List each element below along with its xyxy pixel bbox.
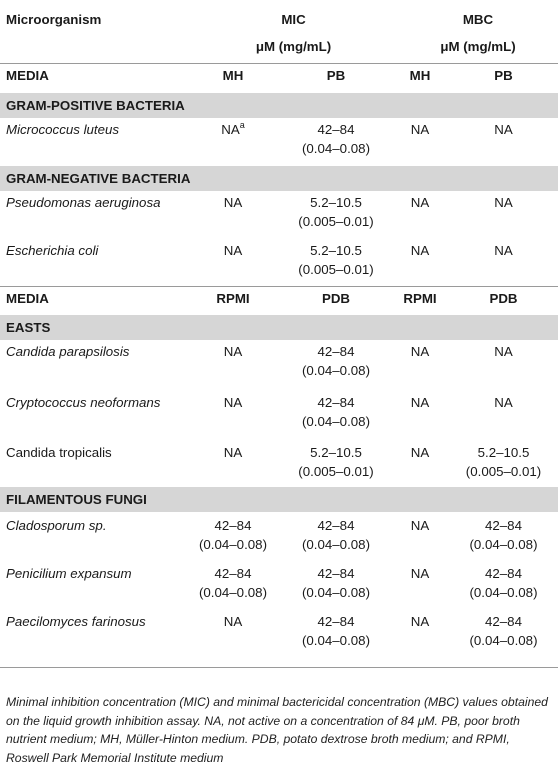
mbc-mh-value: NA bbox=[410, 122, 430, 137]
header-mic-units: μM (mg/mL) bbox=[255, 39, 332, 54]
group-band-gram-negative bbox=[0, 166, 558, 191]
header-mbc: MBC bbox=[462, 12, 494, 27]
organism-name: Micrococcus luteus bbox=[6, 122, 120, 137]
value-text: 42–84 bbox=[214, 518, 252, 533]
value-subtext: (0.04–0.08) bbox=[469, 585, 538, 600]
media-mbc-2: PB bbox=[494, 68, 513, 83]
organism-name: Paecilomyces farinosus bbox=[6, 614, 146, 629]
value-text: 42–84 bbox=[317, 344, 355, 359]
mic-mh-value: NA bbox=[223, 243, 243, 258]
divider bbox=[0, 667, 558, 668]
mic-pb-value bbox=[280, 193, 392, 231]
footnote-marker: a bbox=[239, 120, 245, 130]
mic-pb-value bbox=[280, 564, 392, 602]
value-text: 42–84 bbox=[317, 395, 355, 410]
value-text: 42–84 bbox=[485, 614, 522, 629]
mbc-mh-value: NA bbox=[410, 395, 430, 410]
mic-pb-value bbox=[280, 120, 392, 158]
mic-pb-value bbox=[280, 342, 392, 380]
value-text: 5.2–10.5 bbox=[310, 445, 362, 460]
header-mic: MIC bbox=[281, 12, 306, 27]
mic-mh-value: NA bbox=[223, 344, 243, 359]
organism-name: Cladosporum sp. bbox=[6, 518, 107, 533]
media-mic-1: RPMI bbox=[216, 291, 250, 306]
value-text: 42–84 bbox=[317, 122, 355, 137]
divider bbox=[0, 63, 558, 64]
media-mbc-1: RPMI bbox=[403, 291, 437, 306]
mbc-pb-value bbox=[448, 564, 558, 602]
value-text: 42–84 bbox=[485, 566, 522, 581]
mic-pb-value bbox=[280, 516, 392, 554]
organism-name: Escherichia coli bbox=[6, 243, 99, 258]
header-microorganism: Microorganism bbox=[6, 12, 102, 27]
group-band-filamentous-fungi bbox=[0, 487, 558, 512]
value-text: 42–84 bbox=[317, 614, 355, 629]
table-footnote: Minimal inhibition concentration (MIC) and minimal bactericidal concentration (MBC) values obtained on the liquid growth inhibition assay. NA, not active on a concentration of 84 μM. PB, poor broth nutrient medium; MH, Müller-Hinton medium. PDB, potato dextrose broth medium; and RPMI, Roswell Park Memorial Institute medium bbox=[6, 695, 548, 765]
value-subtext: (0.04–0.08) bbox=[301, 414, 370, 429]
group-label: EASTS bbox=[6, 320, 51, 335]
group-label: GRAM-NEGATIVE BACTERIA bbox=[6, 171, 191, 186]
organism-name: Pseudomonas aeruginosa bbox=[6, 195, 161, 210]
mic-mh-value bbox=[195, 516, 271, 554]
mbc-pb-value: NA bbox=[494, 243, 513, 258]
mbc-mh-value: NA bbox=[410, 344, 430, 359]
group-band-yeasts bbox=[0, 315, 558, 340]
value-subtext: (0.005–0.01) bbox=[298, 262, 374, 277]
group-band-gram-positive bbox=[0, 93, 558, 118]
divider bbox=[0, 286, 558, 287]
organism-name: Candida parapsilosis bbox=[6, 344, 130, 359]
mic-pb-value bbox=[280, 443, 392, 481]
mic-pb-value bbox=[280, 393, 392, 431]
mic-mh-value: NA bbox=[223, 445, 243, 460]
value-subtext: (0.04–0.08) bbox=[469, 537, 538, 552]
organism-name: Candida tropicalis bbox=[6, 445, 112, 460]
mbc-pb-value: NA bbox=[494, 122, 513, 137]
group-label: GRAM-POSITIVE BACTERIA bbox=[6, 98, 185, 113]
mic-mh-value bbox=[195, 120, 271, 139]
mbc-pb-value: NA bbox=[494, 395, 513, 410]
value-text: 42–84 bbox=[214, 566, 252, 581]
mbc-mh-value: NA bbox=[410, 518, 430, 533]
value-subtext: (0.04–0.08) bbox=[198, 585, 267, 600]
media-mbc-2: PDB bbox=[489, 291, 518, 306]
value-subtext: (0.005–0.01) bbox=[298, 464, 374, 479]
mic-pb-value bbox=[280, 612, 392, 650]
mbc-mh-value: NA bbox=[410, 566, 430, 581]
value-subtext: (0.04–0.08) bbox=[469, 633, 538, 648]
mic-pb-value bbox=[280, 241, 392, 279]
value-subtext: (0.04–0.08) bbox=[301, 537, 370, 552]
mic-mh-value bbox=[195, 564, 271, 602]
value-text: 42–84 bbox=[485, 518, 522, 533]
mbc-pb-value bbox=[448, 516, 558, 554]
mbc-pb-value bbox=[448, 443, 558, 481]
value-subtext: (0.04–0.08) bbox=[301, 141, 370, 156]
media-label: MEDIA bbox=[6, 291, 49, 306]
value-subtext: (0.04–0.08) bbox=[198, 537, 267, 552]
media-mbc-1: MH bbox=[409, 68, 431, 83]
value-text: 5.2–10.5 bbox=[310, 243, 362, 258]
mbc-mh-value: NA bbox=[410, 445, 430, 460]
value-text: 5.2–10.5 bbox=[477, 445, 530, 460]
mbc-pb-value bbox=[448, 612, 558, 650]
mic-mh-value: NA bbox=[223, 614, 243, 629]
value-subtext: (0.005–0.01) bbox=[298, 214, 374, 229]
media-mic-2: PB bbox=[326, 68, 346, 83]
media-label: MEDIA bbox=[6, 68, 49, 83]
value-text: 42–84 bbox=[317, 566, 355, 581]
value-subtext: (0.005–0.01) bbox=[465, 464, 542, 479]
value-text: NA bbox=[221, 122, 240, 137]
mbc-mh-value: NA bbox=[410, 243, 430, 258]
media-mic-2: PDB bbox=[321, 291, 351, 306]
mbc-pb-value: NA bbox=[494, 195, 513, 210]
organism-name: Penicilium expansum bbox=[6, 566, 132, 581]
organism-name: Cryptococcus neoformans bbox=[6, 395, 161, 410]
mic-mh-value: NA bbox=[223, 395, 243, 410]
mbc-pb-value: NA bbox=[494, 344, 513, 359]
header-mbc-units: μM (mg/mL) bbox=[440, 39, 516, 54]
value-subtext: (0.04–0.08) bbox=[301, 585, 370, 600]
value-text: 42–84 bbox=[317, 518, 355, 533]
value-text: 5.2–10.5 bbox=[310, 195, 362, 210]
group-label: FILAMENTOUS FUNGI bbox=[6, 492, 147, 507]
mbc-mh-value: NA bbox=[410, 195, 430, 210]
mbc-mh-value: NA bbox=[410, 614, 430, 629]
mic-mh-value: NA bbox=[223, 195, 243, 210]
value-subtext: (0.04–0.08) bbox=[301, 633, 370, 648]
media-mic-1: MH bbox=[222, 68, 244, 83]
value-subtext: (0.04–0.08) bbox=[301, 363, 370, 378]
